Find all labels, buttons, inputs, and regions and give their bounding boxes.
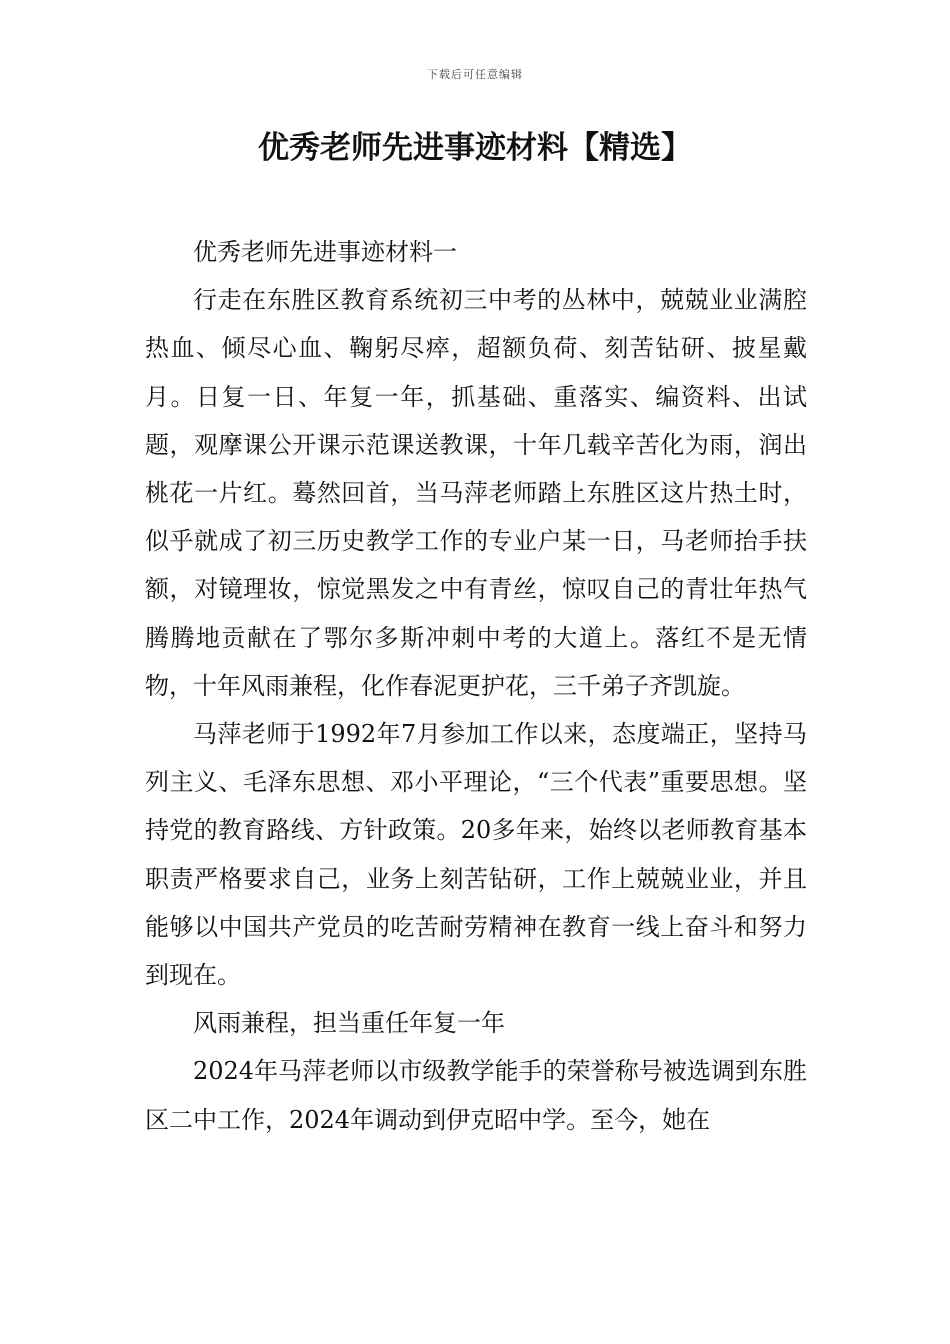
body-paragraph-1: 行走在东胜区教育系统初三中考的丛林中，兢兢业业满腔热血、倾尽心血、鞠躬尽瘁，超额负荷、刻苦钻研、披星戴月。日复一日、年复一年，抓基础、重落实、编资料、出试题，观摩课公开课示范课送教课，十年几载辛苦化为雨，润出桃花一片红。蓦然回首，当马萍老师踏上东胜区这片热土时，似乎就成了初三历史教学工作的专业户某一日，马老师抬手扶额，对镜理妆，惊觉黑发之中有青丝，惊叹自己的青壮年热气腾腾地贡献在了鄂尔多斯冲刺中考的大道上。落红不是无情物，十年风雨兼程，化作春泥更护花，三千弟子齐凯旋。 — [145, 286, 807, 700]
section-heading-1: 优秀老师先进事迹材料一 — [193, 238, 457, 266]
page-header-note: 下载后可任意编辑 — [427, 68, 523, 81]
document-body — [145, 228, 807, 1144]
section-heading-2: 风雨兼程，担当重任年复一年 — [193, 1009, 505, 1038]
document-title: 优秀老师先进事迹材料【精选】 — [258, 130, 692, 166]
body-paragraph-2: 马萍老师于1992年7月参加工作以来，态度端正，坚持马列主义、毛泽东思想、邓小平理论，“三个代表”重要思想。坚持党的教育路线、方针政策。20多年来，始终以老师教育基本职责严格要求自己，业务上刻苦钻研，工作上兢兢业业，并且能够以中国共产党员的吃苦耐劳精神在教育一线上奋斗和努力到现在。 — [145, 720, 807, 990]
body-paragraph-3: 2024年马萍老师以市级教学能手的荣誉称号被选调到东胜区二中工作，2024年调动到伊克昭中学。至今，她在 — [145, 1057, 807, 1134]
